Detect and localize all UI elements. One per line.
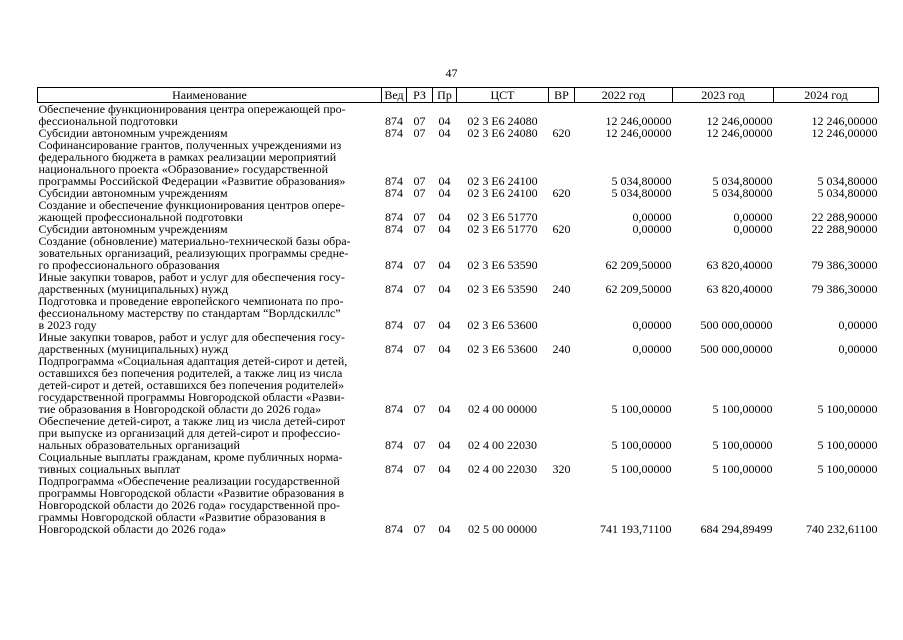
cell-name-line: Подготовка и проведение европейского чемпионата по про- — [38, 294, 344, 308]
cell-name-line: Подпрограмма «Социальная адаптация детей-сирот и детей, — [38, 354, 348, 368]
cell-name-line: фессиональному мастерству по стандартам “Ворлдскиллс” — [38, 306, 341, 320]
cell-ved: 874 — [385, 522, 403, 536]
cell-ved: 874 — [385, 438, 403, 452]
col-header-name: Наименование — [38, 88, 382, 103]
cell-name-line: государственной программы Новгородской области «Разви- — [38, 390, 345, 404]
cell-vr: 240 — [552, 342, 571, 356]
cell-name-line: Иные закупки товаров, работ и услуг для обеспечения госу- — [38, 330, 345, 344]
cell-name — [38, 451, 382, 475]
col-header-ved: Вед — [382, 88, 407, 103]
cell-ved: 874 — [385, 258, 403, 272]
cell-rz: 07 — [413, 126, 426, 140]
cell-name-line: национального проекта «Образование» государственной — [38, 162, 329, 176]
cell-pr: 04 — [438, 126, 451, 140]
cell-pr: 04 — [438, 258, 451, 272]
cell-name — [38, 271, 382, 295]
cell-name-line: программы Российской Федерации «Развитие образования» — [38, 174, 346, 188]
cell-name — [38, 355, 382, 415]
cell-name-line: зовательных организаций, реализующих программы средне- — [38, 246, 349, 260]
cell-name-line: в 2023 году — [38, 318, 97, 332]
cell-cst: 02 5 00 00000 — [468, 522, 537, 536]
cell-name-line: детей-сирот и детей, оставшихся без попечения родителей» — [38, 378, 345, 392]
cell-ved: 874 — [385, 342, 403, 356]
cell-y2022: 5 100,00000 — [611, 402, 672, 416]
table-row — [38, 295, 879, 331]
cell-name-line: фессиональной подготовки — [38, 114, 178, 128]
cell-rz: 07 — [413, 186, 426, 200]
col-header-2024: 2024 год — [774, 88, 879, 103]
cell-vr — [549, 103, 575, 128]
cell-y2023: 12 246,00000 — [706, 126, 773, 140]
cell-name-line: тивных социальных выплат — [38, 462, 181, 476]
cell-name-line: го профессионального образования — [38, 258, 220, 272]
cell-y2024: 740 232,61100 — [805, 522, 878, 536]
cell-cst: 02 4 00 00000 — [468, 402, 537, 416]
cell-cst: 02 4 00 22030 — [468, 438, 537, 452]
cell-y2023: 63 820,40000 — [706, 258, 773, 272]
cell-y2024: 22 288,90000 — [811, 222, 878, 236]
budget-table — [37, 87, 879, 535]
cell-rz: 07 — [413, 318, 426, 332]
table-row — [38, 199, 879, 223]
table-row — [38, 271, 879, 295]
cell-ved: 874 — [385, 222, 403, 236]
cell-name — [38, 199, 382, 223]
cell-name-line: дарственных (муниципальных) нужд — [38, 282, 229, 296]
cell-pr: 04 — [438, 402, 451, 416]
cell-name-line: Обеспечение функционирования центра опережающей про- — [38, 102, 346, 116]
cell-rz: 07 — [413, 438, 426, 452]
cell-cst: 02 3 E6 53590 — [467, 282, 538, 296]
cell-name-line: Новгородской области до 2026 года» — [38, 522, 227, 536]
cell-name-line: жающей профессиональной подготовки — [38, 210, 243, 224]
cell-y2024: 12 246,00000 — [811, 114, 878, 128]
cell-y2022: 0,00000 — [632, 210, 672, 224]
cell-vr — [549, 295, 575, 331]
cell-y2023: 5 100,00000 — [712, 438, 773, 452]
cell-y2022: 12 246,00000 — [605, 114, 672, 128]
col-header-2023: 2023 год — [673, 88, 774, 103]
table-row — [38, 331, 879, 355]
cell-pr: 04 — [438, 222, 451, 236]
page-number: 47 — [445, 66, 458, 80]
cell-name-line: граммы Новгородской области «Развитие образования в — [38, 510, 326, 524]
cell-y2024: 5 034,80000 — [817, 186, 878, 200]
cell-pr: 04 — [438, 186, 451, 200]
cell-y2022: 0,00000 — [632, 222, 672, 236]
cell-y2024: 5 034,80000 — [817, 174, 878, 188]
table-header-row — [38, 88, 879, 103]
cell-cst: 02 3 E6 24100 — [467, 186, 538, 200]
cell-vr: 240 — [552, 282, 571, 296]
cell-pr: 04 — [438, 438, 451, 452]
table-row — [38, 415, 879, 451]
cell-y2022: 0,00000 — [632, 318, 672, 332]
cell-name-line: федерального бюджета в рамках реализации мероприятий — [38, 150, 337, 164]
cell-y2024: 79 386,30000 — [811, 282, 878, 296]
cell-pr: 04 — [438, 318, 451, 332]
cell-name-line: Подпрограмма «Обеспечение реализации государственной — [38, 474, 340, 488]
cell-vr: 620 — [552, 222, 571, 236]
cell-vr: 320 — [552, 462, 571, 476]
col-header-pr: Пр — [433, 88, 457, 103]
cell-y2024: 0,00000 — [838, 318, 878, 332]
cell-y2022: 741 193,71100 — [599, 522, 672, 536]
cell-rz: 07 — [413, 258, 426, 272]
cell-name — [38, 475, 382, 535]
cell-pr: 04 — [438, 114, 451, 128]
cell-y2024: 0,00000 — [838, 342, 878, 356]
cell-ved: 874 — [385, 402, 403, 416]
cell-ved: 874 — [385, 318, 403, 332]
cell-pr: 04 — [438, 174, 451, 188]
cell-name-line: программы Новгородской области «Развитие образования в — [38, 486, 345, 500]
cell-cst: 02 3 E6 24080 — [467, 114, 538, 128]
cell-y2022: 5 034,80000 — [611, 174, 672, 188]
table-row — [38, 451, 879, 475]
col-header-rz: РЗ — [407, 88, 433, 103]
cell-vr — [549, 475, 575, 535]
cell-y2023: 12 246,00000 — [706, 114, 773, 128]
cell-y2022: 62 209,50000 — [605, 282, 672, 296]
cell-rz: 07 — [413, 174, 426, 188]
table-row — [38, 139, 879, 187]
cell-ved: 874 — [385, 126, 403, 140]
cell-y2022: 5 034,80000 — [611, 186, 672, 200]
cell-name-line: Субсидии автономным учреждениям — [38, 222, 228, 236]
cell-y2022: 5 100,00000 — [611, 438, 672, 452]
cell-y2022: 12 246,00000 — [605, 126, 672, 140]
cell-y2022: 5 100,00000 — [611, 462, 672, 476]
cell-name-line: Создание и обеспечение функционирования центров опере- — [38, 198, 345, 212]
cell-y2022: 0,00000 — [632, 342, 672, 356]
cell-rz: 07 — [413, 402, 426, 416]
cell-name-line: Иные закупки товаров, работ и услуг для обеспечения госу- — [38, 270, 345, 284]
cell-vr — [549, 199, 575, 223]
cell-y2023: 5 034,80000 — [712, 186, 773, 200]
cell-y2022: 62 209,50000 — [605, 258, 672, 272]
cell-rz: 07 — [413, 282, 426, 296]
cell-name-line: Субсидии автономным учреждениям — [38, 186, 228, 200]
cell-ved: 874 — [385, 186, 403, 200]
cell-name-line: дарственных (муниципальных) нужд — [38, 342, 229, 356]
cell-name-line: нальных образовательных организаций — [38, 438, 240, 452]
cell-ved: 874 — [385, 210, 403, 224]
cell-y2024: 79 386,30000 — [811, 258, 878, 272]
cell-cst: 02 4 00 22030 — [468, 462, 537, 476]
cell-name-line: Социальные выплаты гражданам, кроме публичных норма- — [38, 450, 343, 464]
cell-rz: 07 — [413, 342, 426, 356]
cell-rz: 07 — [413, 522, 426, 536]
cell-y2024: 5 100,00000 — [817, 402, 878, 416]
cell-pr: 04 — [438, 282, 451, 296]
cell-y2023: 684 294,89499 — [700, 522, 773, 536]
cell-name — [38, 139, 382, 187]
cell-vr — [549, 355, 575, 415]
cell-ved: 874 — [385, 174, 403, 188]
cell-name-line: тие образования в Новгородской области до 2026 года» — [38, 402, 322, 416]
cell-vr: 620 — [552, 126, 571, 140]
cell-pr: 04 — [438, 522, 451, 536]
cell-vr — [549, 235, 575, 271]
cell-name — [38, 103, 382, 128]
cell-cst: 02 3 E6 24100 — [467, 174, 538, 188]
table-row — [38, 475, 879, 535]
cell-y2024: 22 288,90000 — [811, 210, 878, 224]
cell-y2023: 0,00000 — [733, 210, 773, 224]
cell-name-line: Обеспечение детей-сирот, а также лиц из числа детей-сирот — [38, 414, 346, 428]
cell-cst: 02 3 E6 51770 — [467, 210, 538, 224]
cell-name — [38, 295, 382, 331]
cell-ved: 874 — [385, 462, 403, 476]
col-header-2022: 2022 год — [575, 88, 673, 103]
cell-y2023: 63 820,40000 — [706, 282, 773, 296]
cell-cst: 02 3 E6 53600 — [467, 318, 538, 332]
table-row — [38, 355, 879, 415]
cell-name-line: при выпуске из организаций для детей-сирот и профессио- — [38, 426, 341, 440]
table-row — [38, 235, 879, 271]
cell-rz: 07 — [413, 210, 426, 224]
cell-cst: 02 3 E6 51770 — [467, 222, 538, 236]
cell-name-line: оставшихся без попечения родителей, а также лиц из числа — [38, 366, 343, 380]
cell-y2024: 12 246,00000 — [811, 126, 878, 140]
cell-cst: 02 3 E6 53600 — [467, 342, 538, 356]
cell-ved: 874 — [385, 282, 403, 296]
cell-rz: 07 — [413, 222, 426, 236]
cell-cst: 02 3 E6 24080 — [467, 126, 538, 140]
cell-name — [38, 331, 382, 355]
cell-name-line: Субсидии автономным учреждениям — [38, 126, 228, 140]
col-header-cst: ЦСТ — [457, 88, 549, 103]
cell-name-line: Создание (обновление) материально-технической базы обра- — [38, 234, 351, 248]
cell-y2024: 5 100,00000 — [817, 462, 878, 476]
cell-vr — [549, 415, 575, 451]
cell-y2023: 5 034,80000 — [712, 174, 773, 188]
cell-y2023: 0,00000 — [733, 222, 773, 236]
cell-ved: 874 — [385, 114, 403, 128]
cell-pr: 04 — [438, 462, 451, 476]
cell-y2023: 500 000,00000 — [700, 318, 773, 332]
col-header-vr: ВР — [549, 88, 575, 103]
cell-y2023: 500 000,00000 — [700, 342, 773, 356]
cell-pr: 04 — [438, 210, 451, 224]
cell-vr: 620 — [552, 186, 571, 200]
cell-y2024: 5 100,00000 — [817, 438, 878, 452]
cell-rz: 07 — [413, 114, 426, 128]
cell-name — [38, 415, 382, 451]
cell-pr: 04 — [438, 342, 451, 356]
cell-name — [38, 235, 382, 271]
cell-cst: 02 3 E6 53590 — [467, 258, 538, 272]
table-row — [38, 103, 879, 128]
cell-rz: 07 — [413, 462, 426, 476]
cell-name-line: Софинансирование грантов, полученных учреждениями из — [38, 138, 342, 152]
cell-y2023: 5 100,00000 — [712, 462, 773, 476]
cell-y2023: 5 100,00000 — [712, 402, 773, 416]
cell-vr — [549, 139, 575, 187]
cell-name-line: Новгородской области до 2026 года» государственной про- — [38, 498, 341, 512]
